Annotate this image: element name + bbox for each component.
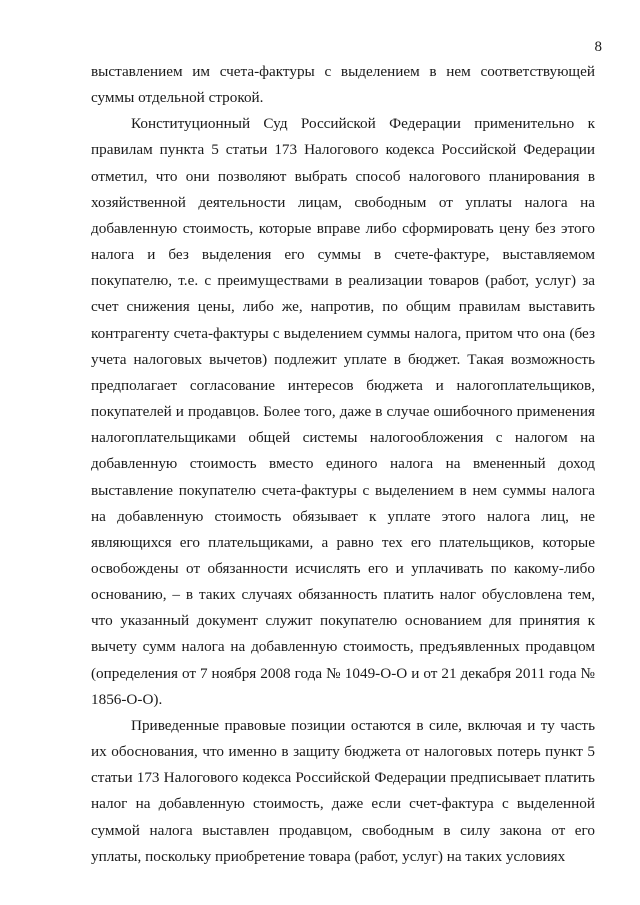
- page-number: 8: [594, 39, 602, 55]
- paragraph-constitutional-court: Конституционный Суд Российской Федерации применительно к правилам пункта 5 статьи 173 Налогового кодекса Российской Федерации отметил, что они позволяют выбрать способ налогового планирования в хозяйственной деятельности лицам, свободным от уплаты налога на добавленную стоимость, которые вправе либо сформировать цену без этого налога и без выделения его суммы в счете-фактуре, выставляемом покупателю, т.е. с преимуществами в реализации товаров (работ, услуг) за счет снижения цены, либо же, напротив, по общим правилам выставить контрагенту счета-фактуры с выделением суммы налога, притом что она (без учета налоговых вычетов) подлежит уплате в бюджет. Такая возможность предполагает согласование интересов бюджета и налогоплательщиков, покупателей и продавцов. Более того, даже в случае ошибочного применения налогоплательщиками общей системы налогообложения с налогом на добавленную стоимость вместо единого налога на вмененный доход выставление покупателю счета-фактуры с выделением в нем суммы налога на добавленную стоимость обязывает к уплате этого налога лиц, не являющихся его плательщиками, а равно тех его плательщиков, которые освобождены от обязанности исчислять его и уплачивать по какому-либо основанию, – в таких случаях обязанность платить налог обусловлена тем, что указанный документ служит покупателю основанием для принятия к вычету сумм налога на добавленную стоимость, предъявленных продавцом (определения от 7 ноября 2008 года № 1049-О-О и от 21 декабря 2011 года № 1856-О-О).: [91, 115, 595, 708]
- paragraph-continuation: выставлением им счета-фактуры с выделением в нем соответствующей суммы отдельной строкой.: [91, 63, 595, 107]
- paragraph-legal-positions: Приведенные правовые позиции остаются в силе, включая и ту часть их обоснования, что именно в защиту бюджета от налоговых потерь пункт 5 статьи 173 Налогового кодекса Российской Федерации предписывает платить налог на добавленную стоимость, даже если счет-фактура с выделенной суммой налога выставлен продавцом, свободным в силу закона от его уплаты, поскольку приобретение товара (работ, услуг) на таких условиях: [91, 716, 595, 865]
- document-body: [91, 59, 595, 870]
